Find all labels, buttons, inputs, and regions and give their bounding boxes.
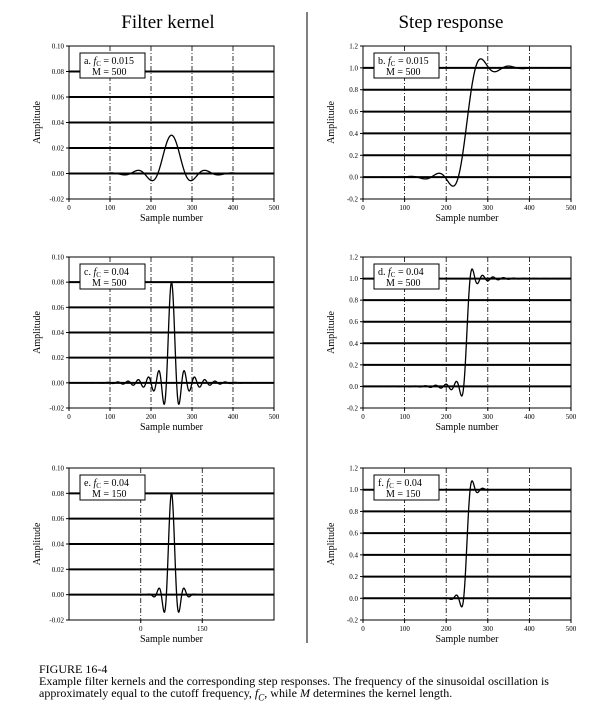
x-tick-label: 200 — [145, 413, 157, 421]
caption-fc-symbol: f — [254, 686, 259, 700]
y-tick-label: 1.0 — [349, 486, 358, 495]
y-axis-title: Amplitude — [32, 101, 43, 144]
y-tick-label: 1.2 — [349, 42, 358, 51]
series-line — [69, 282, 274, 404]
panel-e — [32, 465, 274, 646]
x-tick-label: 0 — [361, 625, 365, 633]
right-column-title: Step response — [398, 12, 504, 33]
y-tick-label: 1.0 — [349, 275, 358, 284]
x-tick-label: 300 — [186, 413, 198, 421]
x-tick-label: 200 — [145, 204, 157, 212]
annotation-fc: f. $f_C = 0.04$ — [378, 478, 422, 490]
x-tick-label: 300 — [482, 204, 494, 212]
y-tick-label: 0.02 — [51, 144, 64, 153]
y-tick-label: 0.08 — [51, 489, 64, 498]
y-tick-label: 0.6 — [349, 318, 358, 327]
y-axis-title: Amplitude — [32, 311, 43, 354]
annotation-m: M = 500 — [92, 278, 127, 289]
y-tick-label: 0.00 — [51, 379, 64, 388]
annotation-fc: b. $f_C = 0.015$ — [378, 56, 429, 68]
y-tick-label: 0.0 — [349, 594, 358, 603]
x-axis-title: Sample number — [139, 634, 204, 645]
x-tick-label: 0 — [67, 204, 71, 212]
annotation-fc: a. $f_C = 0.015$ — [84, 56, 135, 68]
x-axis-title: Sample number — [139, 422, 204, 433]
x-tick-label: 400 — [524, 625, 535, 633]
x-tick-label: 0 — [139, 625, 143, 633]
y-tick-label: 0.04 — [51, 540, 64, 549]
caption-line-2-middle: , while — [264, 686, 300, 700]
caption-line-1: Example filter kernels and the corresponding step responses. The frequency of the sinusoidal oscillation is — [39, 674, 549, 688]
y-tick-label: 0.6 — [349, 529, 358, 538]
annotation-m: M = 500 — [92, 67, 127, 78]
annotation-m: M = 150 — [386, 489, 421, 500]
y-tick-label: 0.4 — [349, 551, 358, 560]
x-axis-title: Sample number — [435, 422, 499, 433]
x-tick-label: 200 — [440, 204, 452, 212]
x-tick-label: 0 — [67, 413, 71, 421]
y-axis-title: Amplitude — [326, 522, 337, 566]
y-tick-label: -0.2 — [346, 404, 358, 413]
panel-d — [326, 254, 577, 434]
x-tick-label: 500 — [565, 204, 577, 212]
caption-figure-label: FIGURE 16-4 — [39, 662, 108, 676]
caption-line-2-end: determines the kernel length. — [309, 686, 453, 700]
y-tick-label: 0.6 — [349, 108, 358, 117]
plot-panels — [32, 43, 577, 646]
annotation-fc: e. $f_C = 0.04$ — [84, 478, 130, 490]
panel-a — [32, 43, 280, 225]
x-tick-label: 300 — [482, 413, 494, 421]
y-tick-label: 1.0 — [349, 64, 358, 73]
y-tick-label: -0.02 — [49, 195, 64, 204]
panel-b — [326, 43, 577, 225]
y-axis-title: Amplitude — [32, 522, 43, 566]
annotation-m: M = 500 — [386, 278, 421, 289]
annotation-fc: d. $f_C = 0.04$ — [378, 267, 424, 279]
x-tick-label: 400 — [524, 413, 535, 421]
y-tick-label: 0.4 — [349, 339, 358, 348]
panel-f — [326, 465, 577, 646]
y-tick-label: 0.02 — [51, 354, 64, 363]
x-tick-label: 500 — [565, 625, 577, 633]
y-tick-label: -0.2 — [346, 616, 358, 625]
y-tick-label: 0.0 — [349, 173, 358, 182]
x-tick-label: 400 — [227, 413, 239, 421]
x-axis-title: Sample number — [139, 213, 204, 224]
x-tick-label: 400 — [227, 204, 239, 212]
x-axis-title: Sample number — [435, 213, 499, 224]
y-tick-label: 0.04 — [51, 329, 64, 337]
y-axis-title: Amplitude — [326, 101, 337, 144]
annotation-m: M = 150 — [92, 489, 127, 500]
x-tick-label: 500 — [565, 413, 577, 421]
x-tick-label: 300 — [482, 625, 494, 633]
y-tick-label: 1.2 — [349, 464, 358, 473]
x-tick-label: 200 — [440, 625, 452, 633]
y-tick-label: 0.2 — [349, 151, 358, 160]
x-axis-title: Sample number — [435, 634, 499, 645]
y-tick-label: 0.8 — [349, 86, 358, 95]
caption-m-symbol: M — [299, 686, 310, 700]
caption-line-2 — [39, 687, 599, 703]
y-tick-label: 0.08 — [51, 68, 64, 76]
x-tick-label: 0 — [361, 204, 365, 212]
x-tick-label: 300 — [186, 204, 198, 212]
y-tick-label: 0.04 — [51, 119, 64, 127]
y-tick-label: 0.00 — [51, 591, 64, 600]
y-tick-label: 0.02 — [51, 565, 64, 574]
y-tick-label: 0.8 — [349, 296, 358, 305]
x-tick-label: 100 — [399, 625, 410, 633]
y-tick-label: 0.2 — [349, 573, 358, 582]
panel-c — [32, 254, 280, 434]
y-tick-label: 0.8 — [349, 507, 358, 516]
left-column-title: Filter kernel — [121, 12, 215, 33]
y-tick-label: 0.06 — [51, 303, 64, 312]
y-tick-label: 0.10 — [51, 42, 64, 51]
x-tick-label: 400 — [524, 204, 535, 212]
caption-fc-subscript: C — [258, 692, 265, 703]
y-tick-label: 0.06 — [51, 515, 64, 524]
series-line — [436, 481, 488, 607]
y-tick-label: 0.0 — [349, 382, 358, 391]
annotation-m: M = 500 — [386, 67, 421, 78]
y-tick-label: 1.2 — [349, 253, 358, 262]
x-tick-label: 500 — [268, 413, 280, 421]
y-tick-label: 0.10 — [51, 464, 64, 473]
x-tick-label: 100 — [104, 204, 116, 212]
y-tick-label: -0.2 — [346, 195, 358, 204]
y-axis-title: Amplitude — [326, 311, 337, 354]
x-tick-label: 200 — [440, 413, 452, 421]
x-tick-label: 150 — [197, 625, 208, 633]
y-tick-label: 0.2 — [349, 361, 358, 370]
x-tick-label: 500 — [268, 204, 280, 212]
annotation-fc: c. $f_C = 0.04$ — [84, 267, 130, 279]
x-tick-label: 100 — [399, 413, 410, 421]
y-tick-label: 0.4 — [349, 129, 358, 138]
y-tick-label: 0.08 — [51, 278, 64, 287]
y-tick-label: 0.10 — [51, 253, 64, 262]
x-tick-label: 100 — [399, 204, 410, 212]
y-tick-label: -0.02 — [49, 616, 64, 625]
x-tick-label: 100 — [104, 413, 116, 421]
y-tick-label: 0.06 — [51, 93, 64, 102]
x-tick-label: 0 — [361, 413, 365, 421]
caption-line-2-start: approximately equal to the cutoff frequency, — [39, 686, 255, 700]
figure-caption — [39, 663, 599, 703]
y-tick-label: -0.02 — [49, 404, 64, 413]
y-tick-label: 0.00 — [51, 170, 64, 178]
